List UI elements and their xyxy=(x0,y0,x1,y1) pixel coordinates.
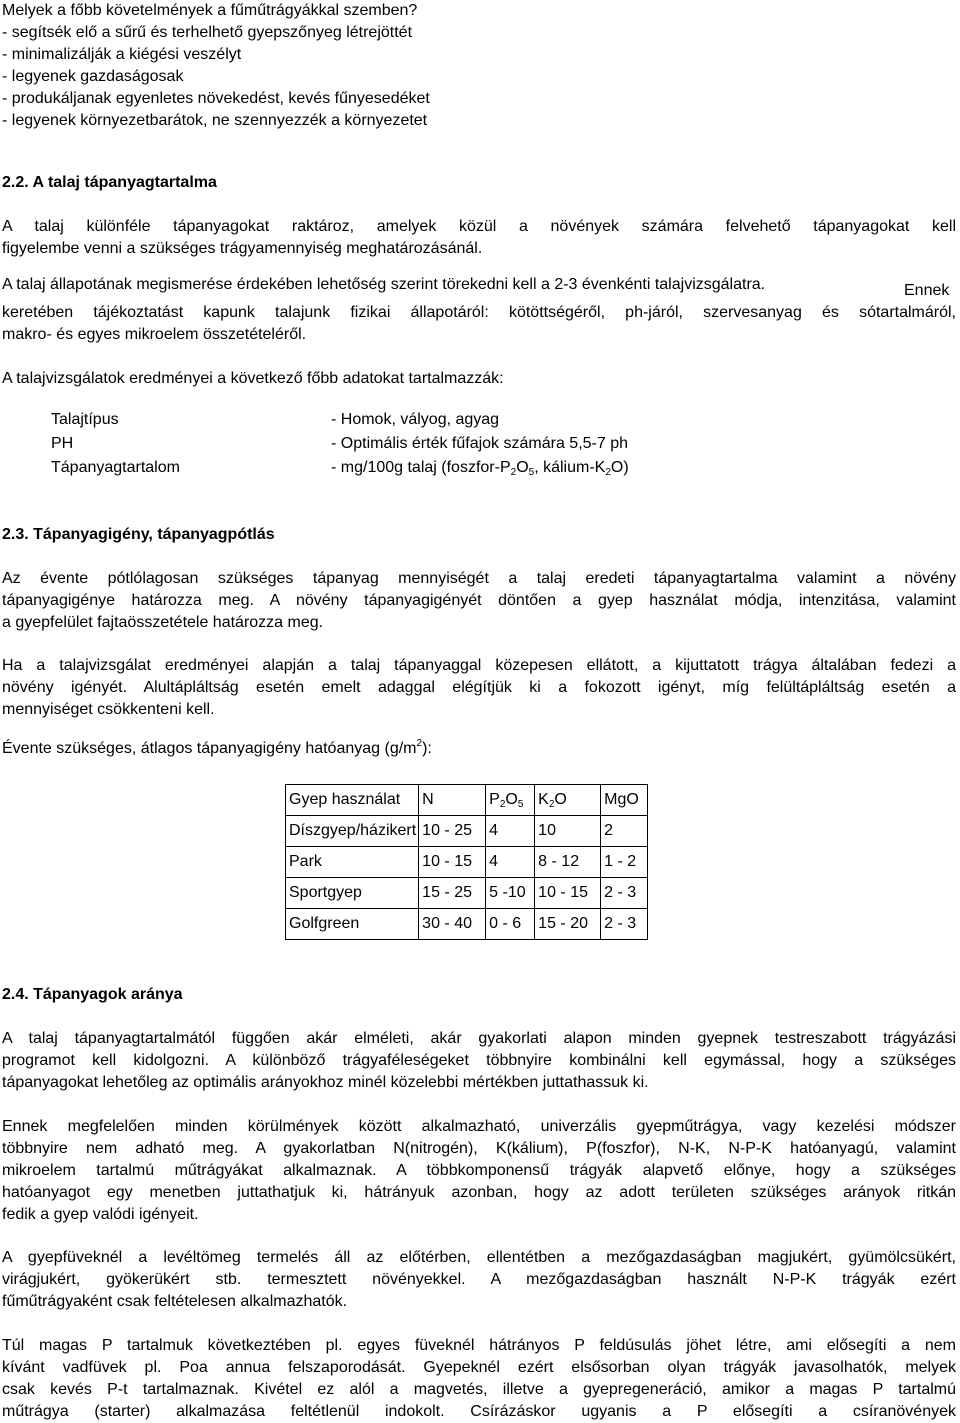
table-header-row xyxy=(286,785,648,816)
paragraph-line: Az évente pótlólagosan szükséges tápanyag mennyiségét a talaj eredeti tápanyagtartalma valamint a növény xyxy=(2,570,956,587)
soil-key: PH xyxy=(51,435,74,452)
paragraph-line: mennyiséget csökkenteni kell. xyxy=(2,701,215,718)
section-title: 2.2. A talaj tápanyagtartalma xyxy=(2,174,217,191)
intro-section xyxy=(2,0,956,132)
section-title: 2.4. Tápanyagok aránya xyxy=(2,986,183,1003)
soil-key: Tápanyagtartalom xyxy=(51,459,180,476)
table-cell: 15 - 25 xyxy=(419,878,486,909)
soil-value: - Optimális érték fűfajok számára 5,5-7 ph xyxy=(331,435,629,452)
table-cell: 10 - 15 xyxy=(535,878,601,909)
paragraph-line: mikroelem tartalmú műtrágyákat alkalmaznak. A többkomponensű trágyák alapvető előnye, hogy a szükséges xyxy=(2,1162,956,1179)
intro-item: - produkáljanak egyenletes növekedést, kevés fűnyesedéket xyxy=(2,90,430,107)
paragraph-line: A talaj állapotának megismerése érdekében lehetőség szerint törekedni kell a 2-3 évenkénti talajvizsgálatra. xyxy=(2,276,766,293)
table-cell: Park xyxy=(286,847,419,878)
paragraph-line: programot kell kidolgozni. A különböző trágyaféleségeket többnyire kombinálni kell egymással, hogy a szükséges xyxy=(2,1052,956,1069)
paragraph-line: Túl magas P tartalmuk következtében pl. egyes füveknél hátrányos P feldúsulás jöhet létre, ami elősegíti a nem xyxy=(2,1337,956,1354)
table-row xyxy=(286,816,648,847)
table-cell: 10 - 15 xyxy=(419,847,486,878)
table-cell: 2 xyxy=(601,816,648,847)
header-cell: N xyxy=(419,785,486,816)
soil-value: - Homok, vályog, agyag xyxy=(331,411,500,428)
nutrient-need-table xyxy=(285,784,648,940)
soil-row xyxy=(51,432,629,456)
section-2-4 xyxy=(2,984,956,1423)
paragraph-line: csak kevés P-t tartalmaznak. Kivétel ez alól a magvetés, illetve a gyepregeneráció, amikor a magas P tartalmú xyxy=(2,1381,956,1398)
header-cell: $K_2O$ xyxy=(535,785,601,816)
paragraph-line: A talaj tápanyagtartalmától függően akár elméleti, akár gyakorlati alapon minden gyepnek testreszabott trágyázási xyxy=(2,1030,956,1047)
table-cell: 2 - 3 xyxy=(601,909,648,940)
header-cell: Gyep használat xyxy=(286,785,419,816)
paragraph-line: tápanyagokat lehetőleg az optimális arányokhoz minél közelebbi mértékben juttathassuk ki. xyxy=(2,1074,649,1091)
table-row xyxy=(286,847,648,878)
paragraph-line: műtrágya (starter) alkalmazása feltétlenül indokolt. Csírázáskor ugyanis a P elősegíti a csíranövények xyxy=(2,1403,956,1420)
table-row xyxy=(286,909,648,940)
soil-row xyxy=(51,456,629,480)
section-2-3 xyxy=(2,524,956,721)
paragraph-line: A talaj különféle tápanyagokat raktároz, amelyek közül a növények számára felvehető tápanyagokat kell xyxy=(2,218,956,235)
table-cell: Sportgyep xyxy=(286,878,419,909)
paragraph-line: A talajvizsgálatok eredményei a következő főbb adatokat tartalmazzák: xyxy=(2,370,504,387)
paragraph-line: A gyepfüveknél a levéltömeg termelés áll az előtérben, ellentétben a mezőgazdaságban magjukért, gyümölcsükért, xyxy=(2,1249,956,1266)
paragraph-line: Ha a talajvizsgálat eredményei alapján a talaj tápanyaggal közepesen ellátott, a kijuttatott trágya általában fedezi a xyxy=(2,657,956,674)
table-cell: 4 xyxy=(486,816,535,847)
paragraph-line: Ennek megfelelően minden körülmények között alkalmazható, univerzális gyepműtrágya, vagy kezelési módszer xyxy=(2,1118,956,1135)
intro-item: - legyenek gazdaságosak xyxy=(2,68,184,85)
table-cell: 10 xyxy=(535,816,601,847)
paragraph-line: figyelembe venni a szükséges trágyamennyiség meghatározásánál. xyxy=(2,240,483,257)
table-cell: Golfgreen xyxy=(286,909,419,940)
paragraph-line: növény igényét. Alultápláltság esetén emelt adaggal elégítjük ki a fokozott igényt, míg felültápláltság esetén a xyxy=(2,679,956,696)
paragraph-line: fűműtrágyaként csak feltételesen alkalmazhatók. xyxy=(2,1293,348,1310)
table-cell: Díszgyep/házikert xyxy=(286,816,419,847)
paragraph-line: kívánt vadfüvek pl. Poa annua felszaporodását. Gyepeknél ezért elsősorban olyan trágyák javasolhatók, melyek xyxy=(2,1359,956,1376)
table-row xyxy=(286,878,648,909)
header-cell: $P_2O_5$ xyxy=(486,785,535,816)
soil-data-list xyxy=(51,408,629,480)
intro-heading: Melyek a főbb követelmények a fűműtrágyákkal szemben? xyxy=(2,2,418,19)
paragraph-line: virágjukért, gyökerükért stb. termesztett növényekkel. A mezőgazdaságban használt N-P-K trágyák ezért xyxy=(2,1271,956,1288)
soil-row xyxy=(51,408,629,432)
table-cell: 5 -10 xyxy=(486,878,535,909)
paragraph-line: többnyire nem adható meg. A gyakorlatban N(nitrogén), K(kálium), P(foszfor), N-K, N-P-K hatóanyagú, valamint xyxy=(2,1140,956,1157)
table-cell: 15 - 20 xyxy=(535,909,601,940)
table-cell: 4 xyxy=(486,847,535,878)
paragraph-line: fedik a gyep valódi igényeit. xyxy=(2,1206,199,1223)
header-cell: MgO xyxy=(601,785,648,816)
soil-value: - mg/100g talaj ($foszfor-P_2O_5$, kálium-$K_2O$) xyxy=(331,459,629,478)
paragraph-line: hatóanyagot egy menetben juttathatjuk ki, hátrányuk azonban, hogy az adott területen szükséges arányok ritkán xyxy=(2,1184,956,1201)
table-cell: 30 - 40 xyxy=(419,909,486,940)
section-title: 2.3. Tápanyagigény, tápanyagpótlás xyxy=(2,526,275,543)
intro-item: - segítsék elő a sűrű és terhelhető gyepszőnyeg létrejöttét xyxy=(2,24,413,41)
table-cell: 8 - 12 xyxy=(535,847,601,878)
paragraph-line: makro- és egyes mikroelem összetételéről. xyxy=(2,326,307,343)
paragraph-line: keretében tájékoztatást kapunk talajunk fizikai állapotáról: kötöttségéről, ph-járól, szervesanyag és sótartalmáról, xyxy=(2,304,956,321)
table-cell: 0 - 6 xyxy=(486,909,535,940)
intro-item: - legyenek környezetbarátok, ne szennyezzék a környezetet xyxy=(2,112,428,129)
table-cell: 10 - 25 xyxy=(419,816,486,847)
need-intro: Évente szükséges, átlagos tápanyagigény hatóanyag $(g/m^2)$: xyxy=(2,738,432,757)
intro-item: - minimalizálják a kiégési veszélyt xyxy=(2,46,242,63)
soil-key: Talajtípus xyxy=(51,411,119,428)
table-cell: 1 - 2 xyxy=(601,847,648,878)
paragraph-line: tápanyagigénye határozza meg. A növény tápanyagigényét döntően a gyep használat módja, intenzitása, valamint xyxy=(2,592,956,609)
paragraph-line: a gyepfelület fajtaösszetétele határozza meg. xyxy=(2,614,324,631)
section-2-2-cont xyxy=(2,280,956,346)
paragraph-line: Ennek xyxy=(904,282,950,299)
table-cell: 2 - 3 xyxy=(601,878,648,909)
